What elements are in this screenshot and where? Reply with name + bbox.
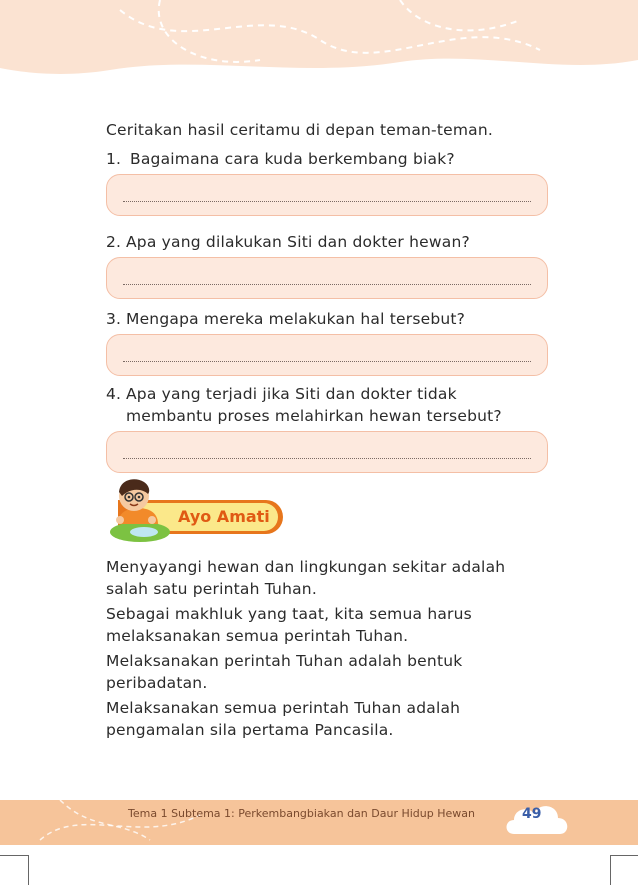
answer-line — [123, 458, 531, 459]
paragraph-line: pengamalan sila pertama Pancasila. — [106, 721, 394, 739]
answer-line — [123, 284, 531, 285]
instruction-text: Ceritakan hasil ceritamu di depan teman-teman. — [106, 121, 493, 139]
paragraph-line: Sebagai makhluk yang taat, kita semua harus — [106, 605, 472, 623]
question-text: Apa yang terjadi jika Siti dan dokter tidak — [126, 385, 457, 403]
boy-observing-icon — [104, 474, 174, 544]
paragraph-line: salah satu perintah Tuhan. — [106, 580, 317, 598]
paragraph-line: melaksanakan semua perintah Tuhan. — [106, 627, 409, 645]
answer-line — [123, 361, 531, 362]
footer-text: Tema 1 Subtema 1: Perkembangbiakan dan Daur Hidup Hewan — [128, 807, 475, 820]
question-text: Mengapa mereka melakukan hal tersebut? — [126, 310, 466, 328]
section-title: Ayo Amati — [178, 507, 270, 526]
question-number: 3. — [106, 310, 122, 328]
question-text: Apa yang dilakukan Siti dan dokter hewan? — [126, 233, 470, 251]
question-text: Bagaimana cara kuda berkembang biak? — [130, 150, 455, 168]
answer-line — [123, 201, 531, 202]
question-number: 4. — [106, 385, 122, 403]
page-number: 49 — [522, 806, 542, 822]
crop-mark — [0, 855, 28, 856]
answer-box[interactable] — [106, 257, 548, 299]
paragraph-line: Melaksanakan perintah Tuhan adalah bentuk — [106, 652, 463, 670]
crop-mark — [610, 855, 611, 885]
answer-box[interactable] — [106, 174, 548, 216]
paragraph-line: peribadatan. — [106, 674, 208, 692]
top-decorative-band — [0, 0, 638, 92]
paragraph-line: Menyayangi hewan dan lingkungan sekitar adalah — [106, 558, 506, 576]
answer-box[interactable] — [106, 431, 548, 473]
question-number: 2. — [106, 233, 122, 251]
paragraph-line: Melaksanakan semua perintah Tuhan adalah — [106, 699, 461, 717]
crop-mark — [28, 855, 29, 885]
answer-box[interactable] — [106, 334, 548, 376]
question-text-line2: membantu proses melahirkan hewan tersebut? — [126, 407, 502, 425]
question-number: 1. — [106, 150, 122, 168]
crop-mark — [610, 855, 638, 856]
